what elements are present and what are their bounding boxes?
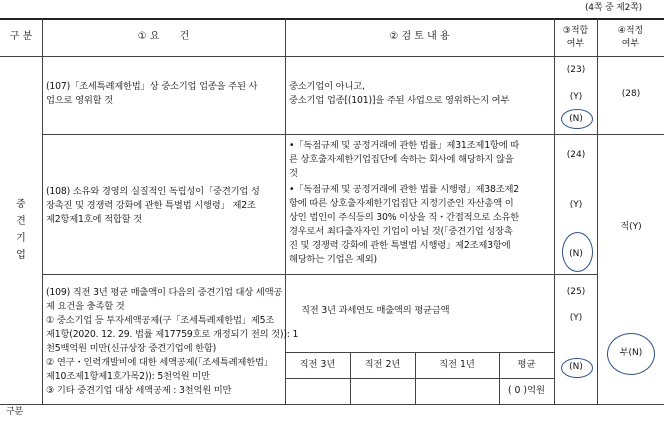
footer-category-label: 구분: [6, 407, 23, 417]
req-109-line8: ③ 기타 중견기업 대상 세액공제 : 3천억원 미만: [46, 385, 232, 396]
item-25-label: (25): [566, 287, 586, 297]
sales-header-1y: 직전 1년: [439, 359, 475, 370]
item-25-yes: (Y): [569, 313, 583, 323]
rev-108-line6: 상인 법인이 주식등의 30% 이상을 직・간접적으로 소유한: [289, 212, 520, 223]
sales-header-avg: 평균: [517, 359, 536, 370]
req-109-line1: (109) 직전 3년 평균 매출액이 다음의 중견기업 대상 세액공: [46, 287, 283, 298]
page-number-note: (4쪽 중 제2쪽): [585, 3, 642, 13]
header-fit-line2: 여부: [566, 39, 585, 49]
rev-108-line8: 진 및 경쟁력 강화에 관한 특별법 시행령」제2조제3항에: [289, 240, 511, 251]
category-label: 중 견 기 업: [16, 199, 26, 261]
row-107-bottom-rule: [42, 134, 664, 135]
sales-header-2y: 직전 2년: [364, 359, 401, 370]
selected-circle: [607, 333, 655, 375]
col-divider-4: [597, 19, 598, 405]
selected-circle: [561, 109, 593, 129]
header-proper-line1: ④적정: [617, 26, 644, 36]
req-109-line5: 천5백억원 미만(신규상장 중견기업에 한함): [46, 343, 217, 354]
col-divider-3: [554, 19, 555, 405]
proper-no-mark: 부(N): [619, 348, 643, 358]
item-23-label: (23): [566, 65, 586, 75]
rev-107-line1: 중소기업이 아니고,: [289, 81, 365, 92]
col-divider-2: [285, 19, 286, 405]
selected-circle: [561, 358, 593, 378]
rev-108-line1: •「독점규제 및 공정거래에 관한 법률」제31조제1항에 따: [289, 140, 520, 151]
rev-108-line2: 른 상호출자제한기업집단에 속하는 회사에 해당하지 않을: [289, 154, 514, 165]
req-108-line1: (108) 소유와 경영의 실질적인 독립성이「중견기업 성: [46, 186, 260, 197]
req-109-line4: 제1항(2020. 12. 29. 법률 제17759호로 개정되기 전의 것)): 1: [46, 329, 299, 340]
item-23-yes: (Y): [569, 92, 583, 102]
item-24-label: (24): [566, 150, 586, 160]
header-review: ② 검 토 내 용: [389, 31, 450, 42]
table-top-rule: [0, 18, 664, 20]
req-109-line7: 제10조제1항제1호가목2)): 5천억원 미만: [46, 371, 210, 382]
rev-107-line2: 중소기업 업종[(101)]을 주된 사업으로 영위하는지 여부: [289, 95, 510, 106]
header-requirement: ① 요 건: [137, 31, 190, 42]
header-proper-line2: 여부: [621, 39, 640, 49]
item-23-no: (N): [569, 114, 583, 124]
req-109-line6: ② 연구・인력개발비에 대한 세액공제(「조세특례제한법」: [46, 357, 273, 368]
sales-mid-rule: [285, 378, 554, 379]
item-28-label: (28): [621, 89, 641, 99]
item-24-no: (N): [569, 249, 583, 259]
selected-circle: [562, 232, 593, 272]
header-bottom-rule: [0, 56, 664, 57]
rev-108-line9: 해당하는 기업은 제외): [289, 254, 377, 265]
proper-yes-mark: 적(Y): [620, 222, 642, 232]
sales-top-rule: [285, 352, 554, 353]
row-109-bottom-rule: [42, 404, 664, 405]
sales-header-3y: 직전 3년: [299, 359, 336, 370]
row-108-bottom-rule: [42, 274, 597, 275]
req-108-line3: 제2항제1호에 적합할 것: [46, 214, 142, 225]
rev-108-line5: 항에 따른 상호출자제한기업집단 지정기준인 자산총액 이: [289, 198, 514, 209]
req-107-line1: (107)「조세특례제한법」상 중소기업 업종을 주된 사: [46, 81, 258, 92]
sales-avg-value: ( 0 )억원: [507, 385, 546, 396]
rev-108-line3: 것: [289, 168, 298, 179]
header-fit-line1: ③적합: [562, 26, 589, 36]
req-109-line2: 제 요건을 충족할 것: [46, 301, 125, 312]
category-bottom-rule: [0, 404, 42, 405]
req-108-line2: 장촉진 및 경쟁력 강화에 관한 특별법 시행령」 제2조: [46, 200, 256, 211]
rev-109-line1: 직전 3년 과세연도 매출액의 평균금액: [301, 305, 450, 316]
item-24-yes: (Y): [569, 200, 583, 210]
req-109-line3: ① 중소기업 등 투자세액공제(구「조세특례제한법」제5조: [46, 315, 275, 326]
header-category: 구 분: [9, 31, 33, 42]
req-107-line2: 업으로 영위할 것: [46, 95, 113, 106]
item-25-no: (N): [569, 362, 583, 372]
rev-108-line4: •「독점규제 및 공정거래에 관한 법률 시행령」제38조제2: [289, 184, 520, 195]
rev-108-line7: 경우로서 최다출자자인 기업이 아닐 것(「중견기업 성장촉: [289, 226, 513, 237]
col-divider-1: [42, 19, 43, 405]
